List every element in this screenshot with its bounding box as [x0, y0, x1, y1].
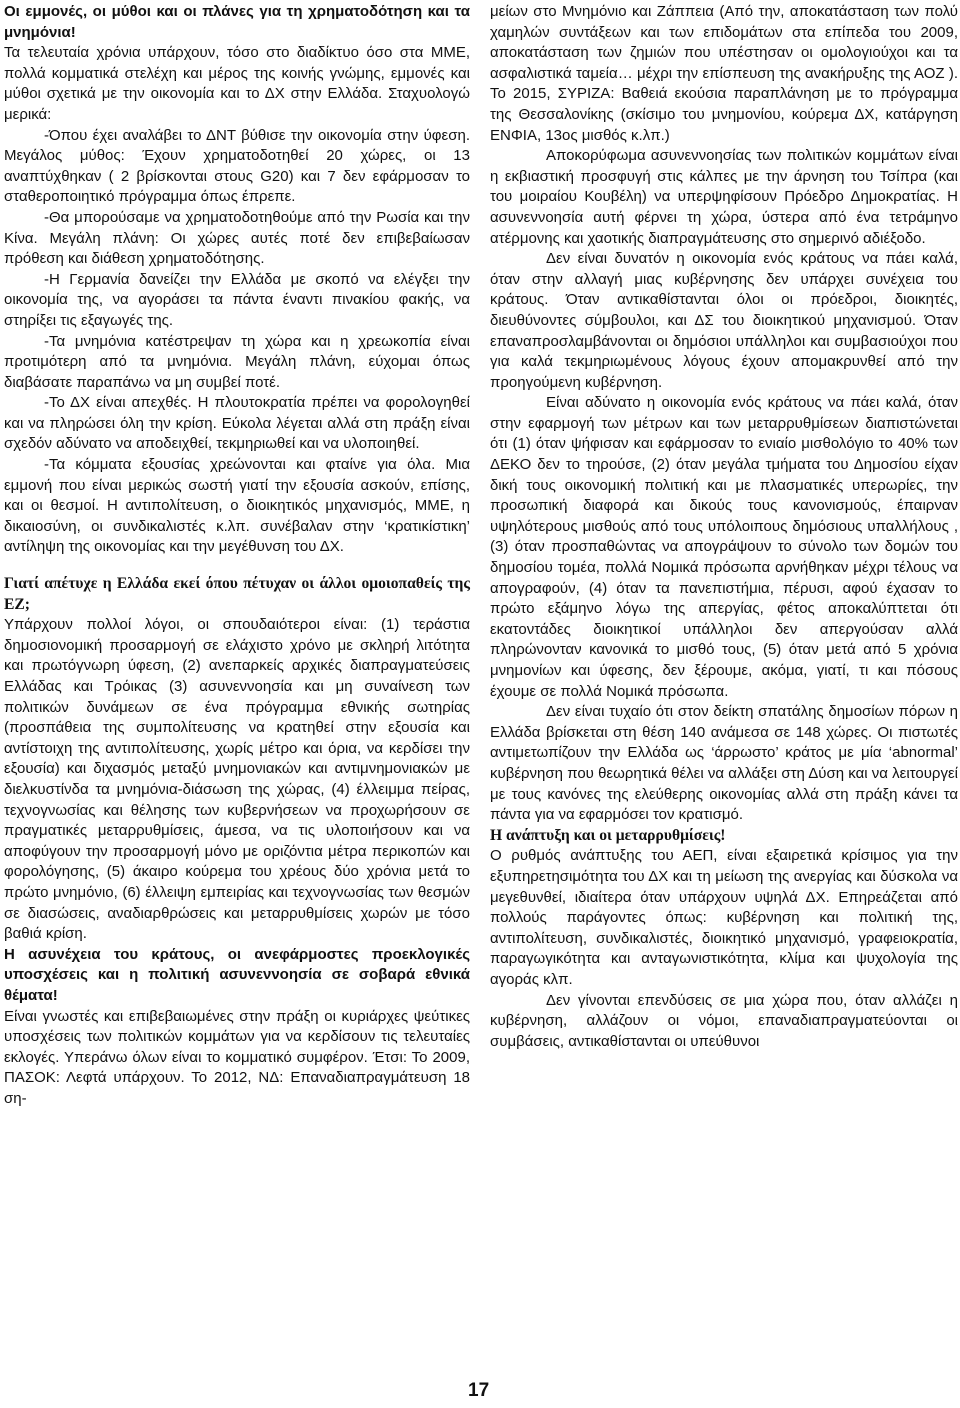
intro-heading: Οι εμμονές, οι μύθοι και οι πλάνες για τη χρηματοδότηση και τα μνημόνια! — [4, 3, 470, 41]
paragraph: Δεν είναι τυχαίο ότι στον δείκτη σπατάλης δημοσίων πόρων η Ελλάδα βρίσκεται στη θέση 140 ανάμεσα σε 148 χώρες. Οι πιστωτές αντιμετωπίζουν την Ελλάδα ως ‘άρρωστο’ κράτος με μία ‘abnormal’ κυβέρνηση που θεωρητικά θέλει να αλλάξει στη Δύση και να λειτουργεί με τους κανόνες της ελεύθερης οικονομίας αλλά στη πράξη κάνει τα πάντα για να εφαρμόσει τον κρατισμό. — [490, 703, 958, 824]
myth-item: -Τα μνημόνια κατέστρεψαν τη χώρα και η χρεωκοπία είναι προτιμότερη από τα μνημόνια. Μεγάλη πλάνη, εύχομαι όπως διαβάσατε παραπάνω να μη συμβεί ποτέ. — [4, 332, 470, 391]
page-number: 17 — [468, 1380, 490, 1401]
paragraph: Αποκορύφωμα ασυνεννοησίας των πολιτικών κομμάτων είναι η εκβιαστική προσφυγή στις κάλπες με την άρνηση του Τσίπρα (και του μοιραίου Κουβέλη) να υπερψηφίσουν Πρόεδρο Δημοκρατίας. Η ασυνεννοησία αυτή φέρνει τη χώρα, ύστερα από ένα τετράμηνο ατέρμονης και χαοτικής διαπραγμάτευσης στο σημερινό αδιέξοδο. — [490, 147, 958, 247]
section-heading-continuity: Η ασυνέχεια του κράτους, οι ανεφάρμοστες προεκλογικές υποσχέσεις και η πολιτική ασυνεννοησία σε σοβαρά εθνικά θέματα! — [4, 945, 470, 1004]
myth-item: -Η Γερμανία δανείζει την Ελλάδα με σκοπό να ελέγξει την οικονομία της, να αγοράσει τα πάντα έναντι πινακίου φακής, να στηρίξει τις εξαγωγές της. — [4, 270, 470, 329]
section-heading-failure: Γιατί απέτυχε η Ελλάδα εκεί όπου πέτυχαν οι άλλοι ομοιοπαθείς της ΕΖ; — [4, 575, 470, 613]
left-column — [4, 2, 470, 1109]
paragraph: Είναι αδύνατο η οικονομία ενός κράτους να πάει καλά, όταν στην εφαρμογή των μέτρων και των μεταρρυθμίσεων διαπιστώνεται ότι (1) όταν ψήφισαν και εφάρμοσαν το ενιαίο μισθολόγιο το 40% των ΔΕΚΟ δεν το τηρούσε, (2) όταν μεγάλα τμήματα του Δημοσίου είχαν δική τους οικονομική πολιτική και με πλασματικές υπερωρίες, την προσωπική διαφορά και δικούς τους κανονισμούς, έπαιρναν υψηλότερους μισθούς από τους υπόλοιπους δημόσιους υπαλλήλους , (3) όταν προσπαθώντας να απογράψουν το σύνολο των δομών του δημοσίου τομέα, πολλά Νομικά πρόσωπα αρνήθηκαν μέχρι τέλους να απογραφούν, (4) όταν τα πανεπιστήμια, πέρυσι, αφού έχασαν το πρώτο εξάμηνο λόγω της απεργίας, φέτος αποκαλύπτεται ότι εκατοντάδες διοικητικοί υπάλληλοι δεν απεργούσαν αλλά πληρώνονταν κανονικά το μισθό τους, (5) όταν μετά από 5 χρόνια μνημονίων και ύφεσης, δεν ξέρουμε, ακόμα, γιατί, τι και πόσους έχουμε σε πολλά Νομικά πρόσωπα. — [490, 394, 958, 700]
continuation-paragraph: μείων στο Μνημόνιο και Ζάππεια (Από την, αποκατάσταση των πολύ χαμηλών συντάξεων και των επιδομάτων στα επίπεδα του 2009, αποκατάσταση των ζημιών που υπέστησαν οι ομολογιούχοι και τα ασφαλιστικά ταμεία… μέχρι την επίσπευση της ανακήρυξης της ΑΟΖ ). Το 2015, ΣΥΡΙΖΑ: Βαθειά εκούσια παραπλάνηση με το πρόγραμμα της Θεσσαλονίκης (σκίσιμο του μνημονίου, κούρεμα ΔΧ, κατάργηση ΕΝΦΙΑ, 13ος μισθός κ.λπ.) — [490, 3, 958, 144]
myth-item: -Τα κόμματα εξουσίας χρεώνονται και φταίνε για όλα. Μια εμμονή που είναι μερικώς σωστή γιατί την εξουσία ασκούν, επίσης, και οι θεσμοί. Η αντιπολίτευση, ο διοικητικός μηχανισμός, ΜΜΕ, η δικαιοσύνη, οι συνδικαλιστές κ.λπ. συνέβαλαν στην ‘κρατικίστικη’ αντίληψη της οικονομίας και την μεγέθυνση του ΔΧ. — [4, 456, 470, 556]
section-heading-growth: Η ανάπτυξη και οι μεταρρυθμίσεις! — [490, 826, 726, 844]
section-spacer — [4, 558, 470, 574]
continuity-paragraph: Είναι γνωστές και επιβεβαιωμένες στην πράξη οι κυριάρχες ψεύτικες υποσχέσεις των πολιτικών κομμάτων για να κερδίσουν τις τελευταίες εκλογές. Υπεράνω όλων είναι το κομματικό συμφέρον. Έτσι: Το 2009, ΠΑΣΟΚ: Λεφτά υπάρχουν. Το 2012, ΝΔ: Επαναδιαπραγμάτευση 18 ση- — [4, 1007, 470, 1107]
paragraph: Δεν γίνονται επενδύσεις σε μια χώρα που, όταν αλλάζει η κυβέρνηση, αλλάζουν οι νόμοι, επαναδιαπραγματεύονται οι συμβάσεις, αντικαθίστανται οι υπεύθυνοι — [490, 991, 958, 1050]
myth-item: -Όπου έχει αναλάβει το ΔΝΤ βύθισε την οικονομία στην ύφεση. Μεγάλος μύθος: Έχουν χρηματοδοτηθεί 20 χώρες, οι 13 αναπτύχθηκαν ( 2 βρίσκονται στους G20) και 7 δεν εφάρμοσαν το σταθεροποιητικό πρόγραμμα όπως έπρεπε. — [4, 126, 470, 206]
paragraph: Ο ρυθμός ανάπτυξης του ΑΕΠ, είναι εξαιρετικά κρίσιμος για την εξυπηρετησιμότητα του ΔΧ και τη μείωση της ανεργίας και δύσκολα να μεγεθυνθεί, ιδιαίτερα όταν υπάρχουν υψηλά ΔΧ. Επηρεάζεται από πολλούς παράγοντες όπως: κυβέρνηση και πολιτική της, αντιπολίτευση, συνδικαλιστές, διοικητικό μηχανισμό, γραφειοκρατία, παραγωγικότητα και ανταγωνιστικότητα, κλίμα και ψυχολογία της αγοράς κλπ. — [490, 847, 958, 988]
myth-item: -Το ΔΧ είναι απεχθές. Η πλουτοκρατία πρέπει να φορολογηθεί και να πληρώσει όλη την κρίση. Εύκολα λέγεται αλλά στη πράξη είναι σχεδόν αδύνατο να αποδειχθεί, τεκμηριωθεί και να υλοποιηθεί. — [4, 394, 470, 453]
right-column — [490, 2, 958, 1052]
paragraph: Δεν είναι δυνατόν η οικονομία ενός κράτους να πάει καλά, όταν στην αλλαγή μιας κυβέρνησης δεν υπάρχει συνέχεια του κράτους. Όταν αντικαθίστανται όλοι οι πρόεδροι, διοικητές, διευθύνοντες σύμβουλοι, και ΔΣ του διοικητικού μηχανισμού. Όταν επαναπροσλαμβάνονται οι δημόσιοι υπάλληλοι και συμβασιούχοι που για καλά τεκμηριωμένους λόγους έχουν απομακρυνθεί από την προηγούμενη κυβέρνηση. — [490, 250, 958, 391]
intro-paragraph: Τα τελευταία χρόνια υπάρχουν, τόσο στο διαδίκτυο όσο στα ΜΜΕ, πολλά κομματικά στελέχη και μέρος της κοινής γνώμης, εμμονές και μύθοι σχετικά με την οικονομία και το ΔΧ στην Ελλάδα. Σταχυολογώ μερικά: — [4, 44, 470, 123]
myth-item: -Θα μπορούσαμε να χρηματοδοτηθούμε από την Ρωσία και την Κίνα. Μεγάλη πλάνη: Οι χώρες αυτές ποτέ δεν επιβεβαίωσαν πρόθεση και διάθεση χρηματοδότησης. — [4, 208, 470, 268]
failure-paragraph: Υπάρχουν πολλοί λόγοι, οι σπουδαιότεροι είναι: (1) τεράστια δημοσιονομική προσαρμογή σε ελάχιστο χρόνο με σκληρή λιτότητα και πρωτόγνωρη ύφεση, (2) ανεπαρκείς αρχικές διαπραγματεύσεις Ελλάδας και Τρόικας (3) ασυνεννοησία και μη συναίνεση των πολιτικών δυνάμεων σε ένα πρόγραμμα εθνικής σωτηρίας (προσπάθεια της συμπολίτευσης να κρατηθεί στην εξουσία και αντίστοιχη της αντιπολίτευσης, χωρίς μέτρο και όρια, να κερδίσει την εξουσία) και διχασμός μεταξύ μνημονιακών και αντιμνημονιακών με διελκυστίνδα τα μνημόνια-διάσωση της χώρας, (4) έλλειμμα πείρας, τεχνογνωσίας και θέλησης των κυβερνήσεων να προχωρήσουν σε πραγματικές μεταρρυθμίσεις, άμεσα, να τις υλοποιήσουν και να αποφύγουν την προσαρμογή μόνο με οριζόντια μέτρα περικοπών και φορολόγησης, (5) άκαιρο κούρεμα του χρέους δύο χρόνια μετά το πρώτο μνημόνιο, (6) έλλειψη εμπειρίας και τεχνογνωσίας των θεσμών σε διασώσεις, αναδιαρθρώσεις και μεταρρυθμίσεις χωρών με τόσο βαθιά κρίση. — [4, 616, 470, 943]
